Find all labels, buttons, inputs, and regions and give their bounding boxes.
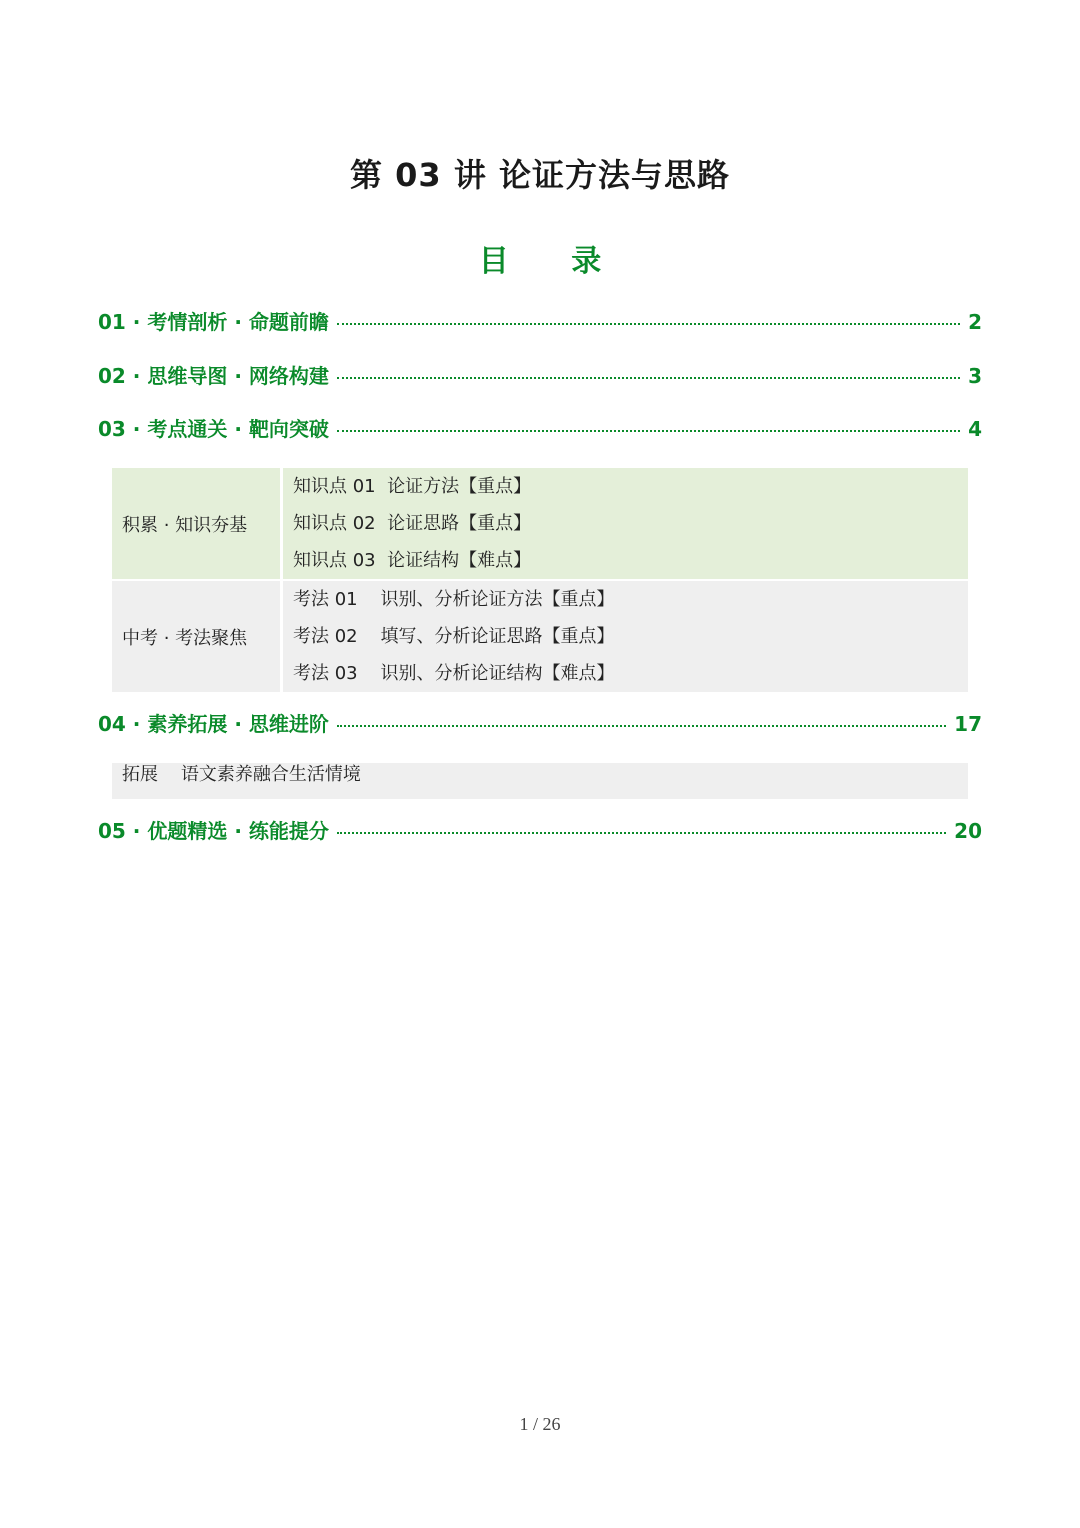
toc-page-number: 4 [968, 417, 982, 441]
toc-entry-05[interactable] [98, 815, 982, 845]
knowledge-item[interactable]: 知识点 01 论证方法【重点】 [293, 476, 532, 497]
exam-method-item[interactable]: 考法 01 识别、分析论证方法【重点】 [293, 589, 615, 610]
exam-method-item[interactable]: 考法 02 填写、分析论证思路【重点】 [293, 626, 615, 647]
knowledge-item[interactable]: 知识点 02 论证思路【重点】 [293, 513, 532, 534]
toc-entry-01[interactable] [98, 306, 982, 336]
toc-entry-label: 04 · 素养拓展 · 思维进阶 [98, 712, 329, 736]
exam-method-item[interactable]: 考法 03 识别、分析论证结构【难点】 [293, 663, 615, 684]
toc-page-number: 2 [968, 310, 982, 334]
knowledge-category: 积累 · 知识夯基 [112, 468, 283, 579]
knowledge-items [283, 468, 968, 579]
exam-method-block [112, 581, 968, 692]
toc-entry-03[interactable] [98, 413, 982, 443]
extension-row[interactable]: 拓展 语文素养融合生活情境 [112, 763, 968, 799]
toc-leader-dots [337, 323, 960, 325]
toc-leader-dots [337, 377, 960, 379]
toc-leader-dots [337, 430, 960, 432]
page-footer-number: 1 / 26 [519, 1414, 561, 1434]
toc-entry-04[interactable] [98, 708, 982, 738]
knowledge-block [112, 468, 968, 579]
toc-entry-label: 03 · 考点通关 · 靶向突破 [98, 417, 329, 441]
toc-entry-label: 02 · 思维导图 · 网络构建 [98, 364, 329, 388]
toc-page-number: 17 [954, 712, 982, 736]
toc-heading: 目 录 [478, 244, 628, 279]
page-title: 第 03 讲 论证方法与思路 [350, 156, 730, 194]
exam-category: 中考 · 考法聚焦 [112, 581, 283, 692]
toc-entry-label: 05 · 优题精选 · 练能提分 [98, 819, 329, 843]
toc-page-number: 3 [968, 364, 982, 388]
knowledge-item[interactable]: 知识点 03 论证结构【难点】 [293, 550, 532, 571]
toc-entry-label: 01 · 考情剖析 · 命题前瞻 [98, 310, 329, 334]
toc-page-number: 20 [954, 819, 982, 843]
toc-entry-02[interactable] [98, 360, 982, 390]
exam-items [283, 581, 968, 692]
toc-leader-dots [337, 832, 946, 834]
toc-leader-dots [337, 725, 946, 727]
